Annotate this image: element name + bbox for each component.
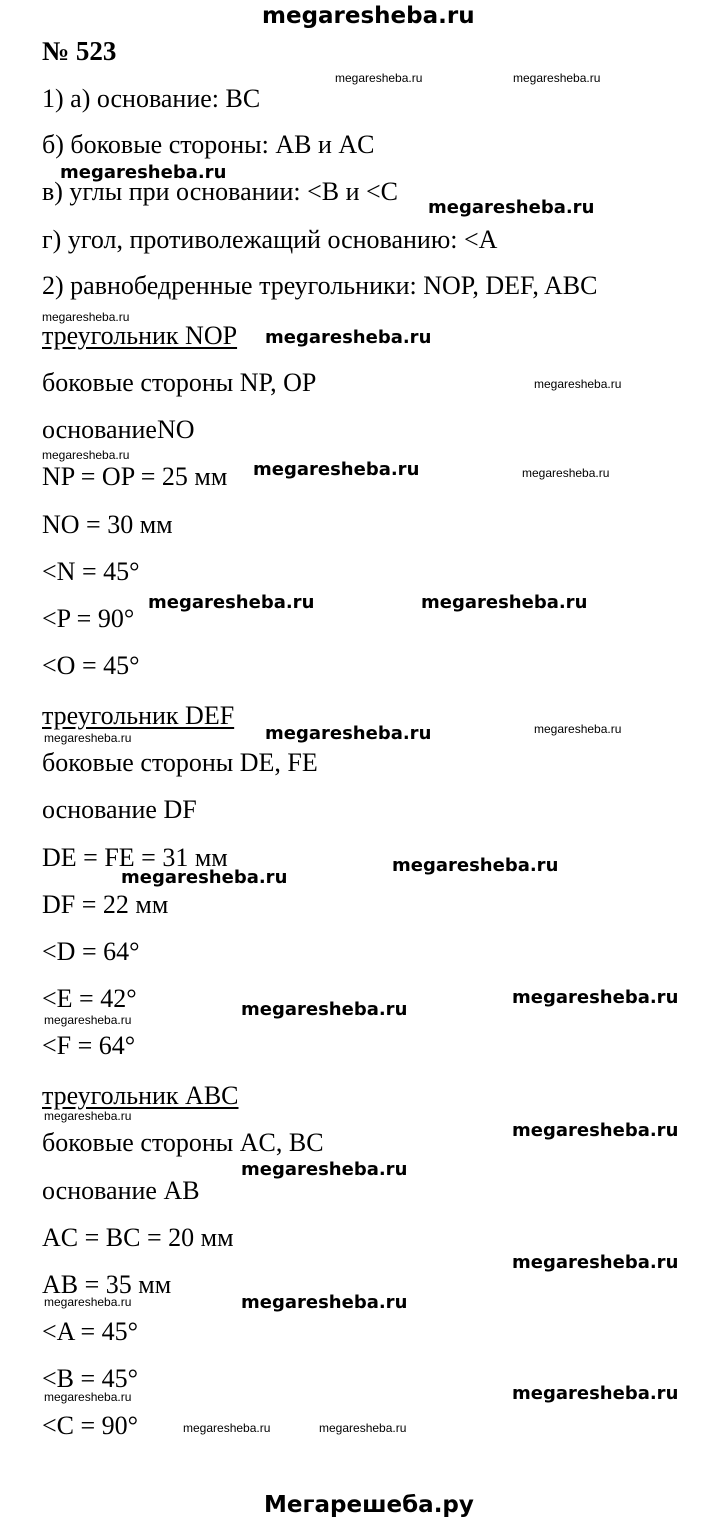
triangle-nop-line: основаниеNO (42, 415, 195, 444)
answer-line-1b: б) боковые стороны: AB и AC (42, 130, 375, 159)
watermark: megaresheba.ru (42, 448, 130, 462)
watermark: megaresheba.ru (319, 1421, 407, 1435)
answer-line-1c: в) углы при основании: <B и <C (42, 177, 399, 206)
triangle-def-line: DE = FE = 31 мм (42, 843, 228, 872)
watermark: megaresheba.ru (265, 723, 432, 744)
triangle-abc-line: боковые стороны AC, BC (42, 1128, 324, 1157)
answer-line-2: 2) равнобедренные треугольники: NOP, DEF, ABC (42, 271, 598, 300)
watermark: megaresheba.ru (241, 1292, 408, 1313)
triangle-def-line: DF = 22 мм (42, 890, 169, 919)
triangle-nop-line: <O = 45° (42, 651, 140, 680)
watermark: megaresheba.ru (44, 1295, 132, 1309)
triangle-nop-line: <P = 90° (42, 604, 135, 633)
triangle-nop-title: треугольник NOP (42, 321, 238, 350)
watermark: megaresheba.ru (44, 731, 132, 745)
watermark: megaresheba.ru (522, 466, 610, 480)
triangle-abc-line: <B = 45° (42, 1364, 139, 1393)
triangle-abc-line: AB = 35 мм (42, 1270, 172, 1299)
site-header: megaresheba.ru (262, 3, 475, 29)
watermark: megaresheba.ru (335, 71, 423, 85)
watermark: megaresheba.ru (392, 855, 559, 876)
answer-line-1d: г) угол, противолежащий основанию: <A (42, 225, 498, 254)
watermark: megaresheba.ru (44, 1013, 132, 1027)
triangle-def-line: <E = 42° (42, 984, 137, 1013)
triangle-abc-title: треугольник ABC (42, 1081, 239, 1110)
watermark: megaresheba.ru (44, 1390, 132, 1404)
watermark: megaresheba.ru (42, 310, 130, 324)
watermark: megaresheba.ru (253, 459, 420, 480)
triangle-nop-line: <N = 45° (42, 557, 140, 586)
triangle-def-line: боковые стороны DE, FE (42, 748, 318, 777)
triangle-def-title: треугольник DEF (42, 701, 235, 730)
triangle-nop-line: NP = OP = 25 мм (42, 462, 228, 491)
watermark: megaresheba.ru (60, 162, 227, 183)
triangle-def-line: <D = 64° (42, 937, 140, 966)
triangle-def-line: <F = 64° (42, 1031, 136, 1060)
watermark: megaresheba.ru (241, 1159, 408, 1180)
triangle-abc-line: основание AB (42, 1176, 200, 1205)
watermark: megaresheba.ru (512, 1252, 679, 1273)
triangle-def-line: основание DF (42, 795, 197, 824)
problem-number: № 523 (42, 36, 117, 66)
watermark: megaresheba.ru (241, 999, 408, 1020)
watermark: megaresheba.ru (512, 1120, 679, 1141)
watermark: megaresheba.ru (512, 1383, 679, 1404)
triangle-nop-line: боковые стороны NP, OP (42, 368, 317, 397)
watermark: megaresheba.ru (183, 1421, 271, 1435)
watermark: megaresheba.ru (44, 1109, 132, 1123)
triangle-abc-line: <A = 45° (42, 1317, 139, 1346)
triangle-abc-line: <C = 90° (42, 1411, 139, 1440)
watermark: megaresheba.ru (512, 987, 679, 1008)
watermark: megaresheba.ru (421, 592, 588, 613)
watermark: megaresheba.ru (428, 197, 595, 218)
site-footer: Мегарешеба.ру (264, 1492, 474, 1518)
watermark: megaresheba.ru (148, 592, 315, 613)
watermark: megaresheba.ru (513, 71, 601, 85)
triangle-abc-line: AC = BC = 20 мм (42, 1223, 234, 1252)
watermark: megaresheba.ru (534, 377, 622, 391)
watermark: megaresheba.ru (121, 867, 288, 888)
answer-line-1a: 1) а) основание: BC (42, 84, 261, 113)
watermark: megaresheba.ru (534, 722, 622, 736)
watermark: megaresheba.ru (265, 327, 432, 348)
triangle-nop-line: NO = 30 мм (42, 510, 173, 539)
